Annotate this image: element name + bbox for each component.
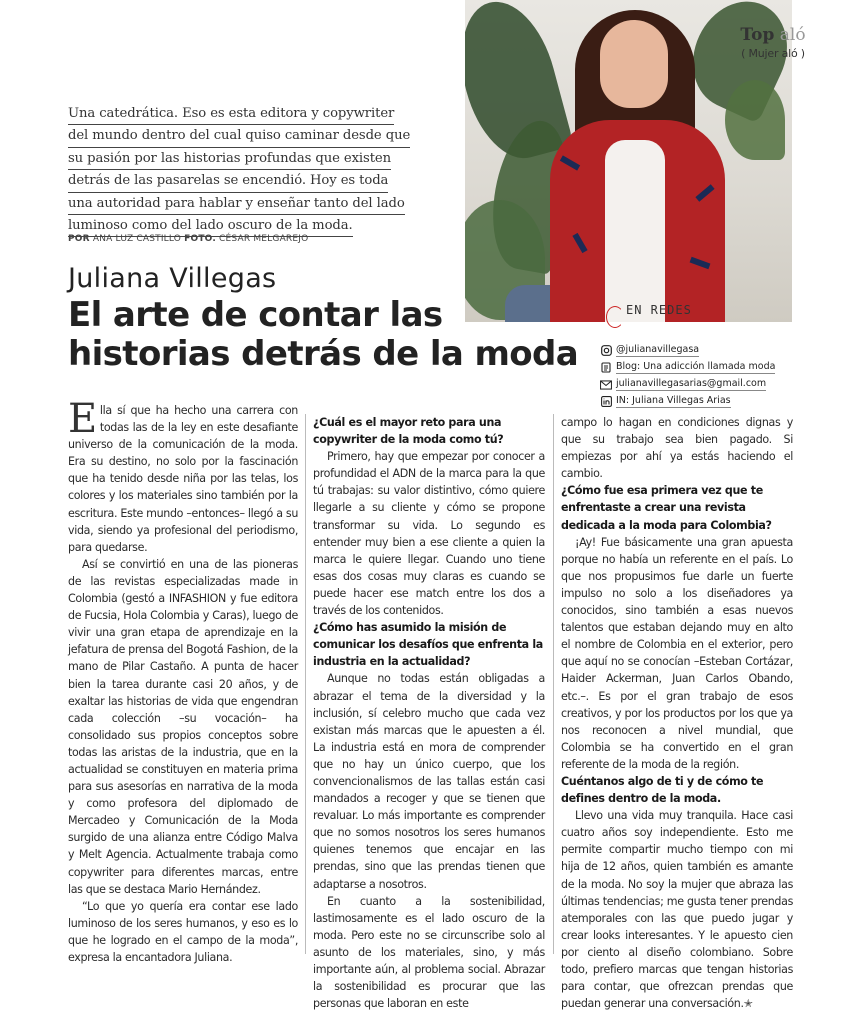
- article-paragraph: campo lo hagan en condiciones dignas y que su trabajo sea bien pagado. Si empiezas por ahí ya estás haciendo el cambio.: [561, 416, 793, 481]
- headline-line: El arte de contar las: [68, 295, 443, 335]
- byline: POR ANA LUZ CASTILLO FOTO. CÉSAR MELGAREJO: [68, 234, 309, 244]
- blog-icon: [600, 362, 612, 373]
- interview-question: Cuéntanos algo de ti y de cómo te defines dentro de la moda.: [561, 774, 764, 806]
- article-paragraph: “Lo que yo quería era contar ese lado luminoso de los seres humanos, y eso es lo que he logrado en el campo de la moda”, expresa la encantadora Juliana.: [68, 899, 298, 964]
- badge-section: ( Mujer aló ): [741, 47, 805, 60]
- social-item-blog[interactable]: Blog: Una adicción llamada moda: [600, 359, 850, 376]
- intro-line: Una catedrática. Eso es esta editora y copywriter: [68, 103, 394, 125]
- email-icon: [600, 379, 612, 390]
- article-paragraph: Aunque no todas están obligadas a abrazar el tema de la diversidad y la inclusión, sí celebro mucho que cada vez existan más marcas que le apuesten a él. La industria está en mora de comprender que no hay un único cuerpo, que los convencionalismos de las tallas están casi mandados a recoger y que se tienen que revaluar. Lo más importante es comprender que no somos nosotros los seres humanos quienes tenemos que encajar en las prendas, sino que las prendas tienen que adaptarse a nosotros.: [313, 672, 545, 891]
- article-paragraph: ¡Ay! Fue básicamente una gran apuesta porque no había un referente en el país. Lo que nos propusimos fue darle un fuerte impulso no solo a los diseñadores ya conocidos, sino también a esas nuevos talentos que estaban dejando muy en alto el nombre de Colombia en el exterior, pero que aquí no se conocían –Esteban Cortázar, Haider Ackerman, Juan Carlos Obando, etc.–. Es por el gran trabajo de esos creativos, y por los productos por los que ya nos reconocen a nivel mundial, que Colombia se ha convertido en el gran referente de la moda de la región.: [561, 535, 793, 771]
- article-column-2: [313, 414, 545, 1012]
- intro-line: detrás de las pasarelas se encendió. Hoy es toda: [68, 170, 388, 192]
- social-item-linkedin[interactable]: IN: Juliana Villegas Arias: [600, 393, 850, 410]
- end-mark-icon: ✭: [743, 997, 753, 1011]
- interview-question: ¿Cómo fue esa primera vez que te enfrentaste a crear una revista dedicada a la moda para Colombia?: [561, 484, 772, 532]
- swirl-icon: [606, 306, 624, 328]
- badge-title: Top aló: [740, 25, 806, 45]
- social-item-instagram[interactable]: @julianavillegasa: [600, 342, 850, 359]
- article-paragraph: En cuanto a la sostenibilidad, lastimosamente es el lado oscuro de la moda. Pero este no se circunscribe solo al asunto de los materiales, sino, y más importante aún, al problema social. Abrazar la sostenibilidad es procurar que las personas que laboran en este: [313, 894, 545, 1011]
- social-links: [600, 300, 850, 410]
- section-badge: [738, 24, 808, 62]
- intro-line: del mundo dentro del cual quiso caminar desde que: [68, 125, 410, 147]
- drop-cap: E: [68, 396, 97, 442]
- article-column-1: [68, 396, 298, 966]
- linkedin-icon: [600, 396, 612, 407]
- intro-line: su pasión por las historias profundas que existen: [68, 148, 391, 170]
- interview-question: ¿Cuál es el mayor reto para una copywriter de la moda como tú?: [313, 416, 504, 447]
- column-divider: [553, 414, 554, 954]
- article-paragraph: Así se convirtió en una de las pioneras de las revistas especializadas made in Colombia (gestó a INFASHION y fue editora de Fucsia, Hola Colombia y Caras), luego de vivir una gran etapa de aprendizaje en la jefatura de prensa del Bogotá Fashion, de la mano de Pilar Castaño. A punta de hacer bien la tarea durante casi 20 años, y de exaltar las historias de vida que engendran cada colección –su vocación– ha consolidado sus propios conceptos sobre todas las aristas de la industria, que en la actualidad se constituyen en materia prima para sus asesorías en narrativa de la moda y como profesora del diplomado de Mercadeo y Comunicación de la Moda surgido de una alianza entre Código Malva y Melt Agencia. Actualmente trabaja como copywriter para diferentes marcas, entre las que se destaca Mario Hernández.: [68, 557, 298, 896]
- article-column-3: [561, 414, 793, 1012]
- headline: [68, 295, 579, 374]
- article-paragraph: Llevo una vida muy tranquila. Hace casi cuatro años soy independiente. Esto me permite compartir mucho tiempo con mi hija de 12 años, quien también es amante de la moda. No soy la mujer que abraza las últimas tendencias; me gusta tener prendas atemporales con las que puedo jugar y crear looks interesantes. Y le apuesto cien por ciento al diseño colombiano. Sobre todo, prefiero marcas que tengan historias para contar, que ofrezcan prendas que puedan generar una conversación.✭: [561, 809, 793, 1011]
- headline-line: historias detrás de la moda: [68, 334, 579, 374]
- intro-line: una autoridad para hablar y enseñar tanto del lado: [68, 193, 405, 215]
- intro-line: luminoso como del lado oscuro de la moda.: [68, 215, 353, 237]
- intro-paragraph: [68, 103, 428, 237]
- instagram-icon: [600, 345, 612, 356]
- social-item-email[interactable]: julianavillegasarias@gmail.com: [600, 376, 850, 393]
- article-paragraph: Primero, hay que empezar por conocer a profundidad el ADN de la marca para la que tú trabajas: su valor distintivo, cómo quiere llegarle a su cliente y cómo se propone transformar su vida. Lo segundo es entender muy bien a ese cliente a quien la marca le quiere llegar. Cuando uno tiene esas dos cosas muy claras es cuando se puede hacer ese match entre los dos a través de los contenidos.: [313, 450, 545, 618]
- kicker-name: Juliana Villegas: [68, 263, 277, 294]
- column-divider: [305, 414, 306, 954]
- article-paragraph: Ella sí que ha hecho una carrera con todas las de la ley en este desafiante universo de la comunicación de la moda. Era su destino, no solo por la fascinación que ha tenido desde niña por las telas, los colores y los materiales sino también por la escritura. Este mundo –entonces– llegó a su vida, siendo ya profesional del periodismo, para quedarse.: [68, 396, 298, 554]
- social-title: EN REDES: [626, 303, 692, 317]
- interview-question: ¿Cómo has asumido la misión de comunicar los desafíos que enfrenta la industria en la actualidad?: [313, 621, 543, 669]
